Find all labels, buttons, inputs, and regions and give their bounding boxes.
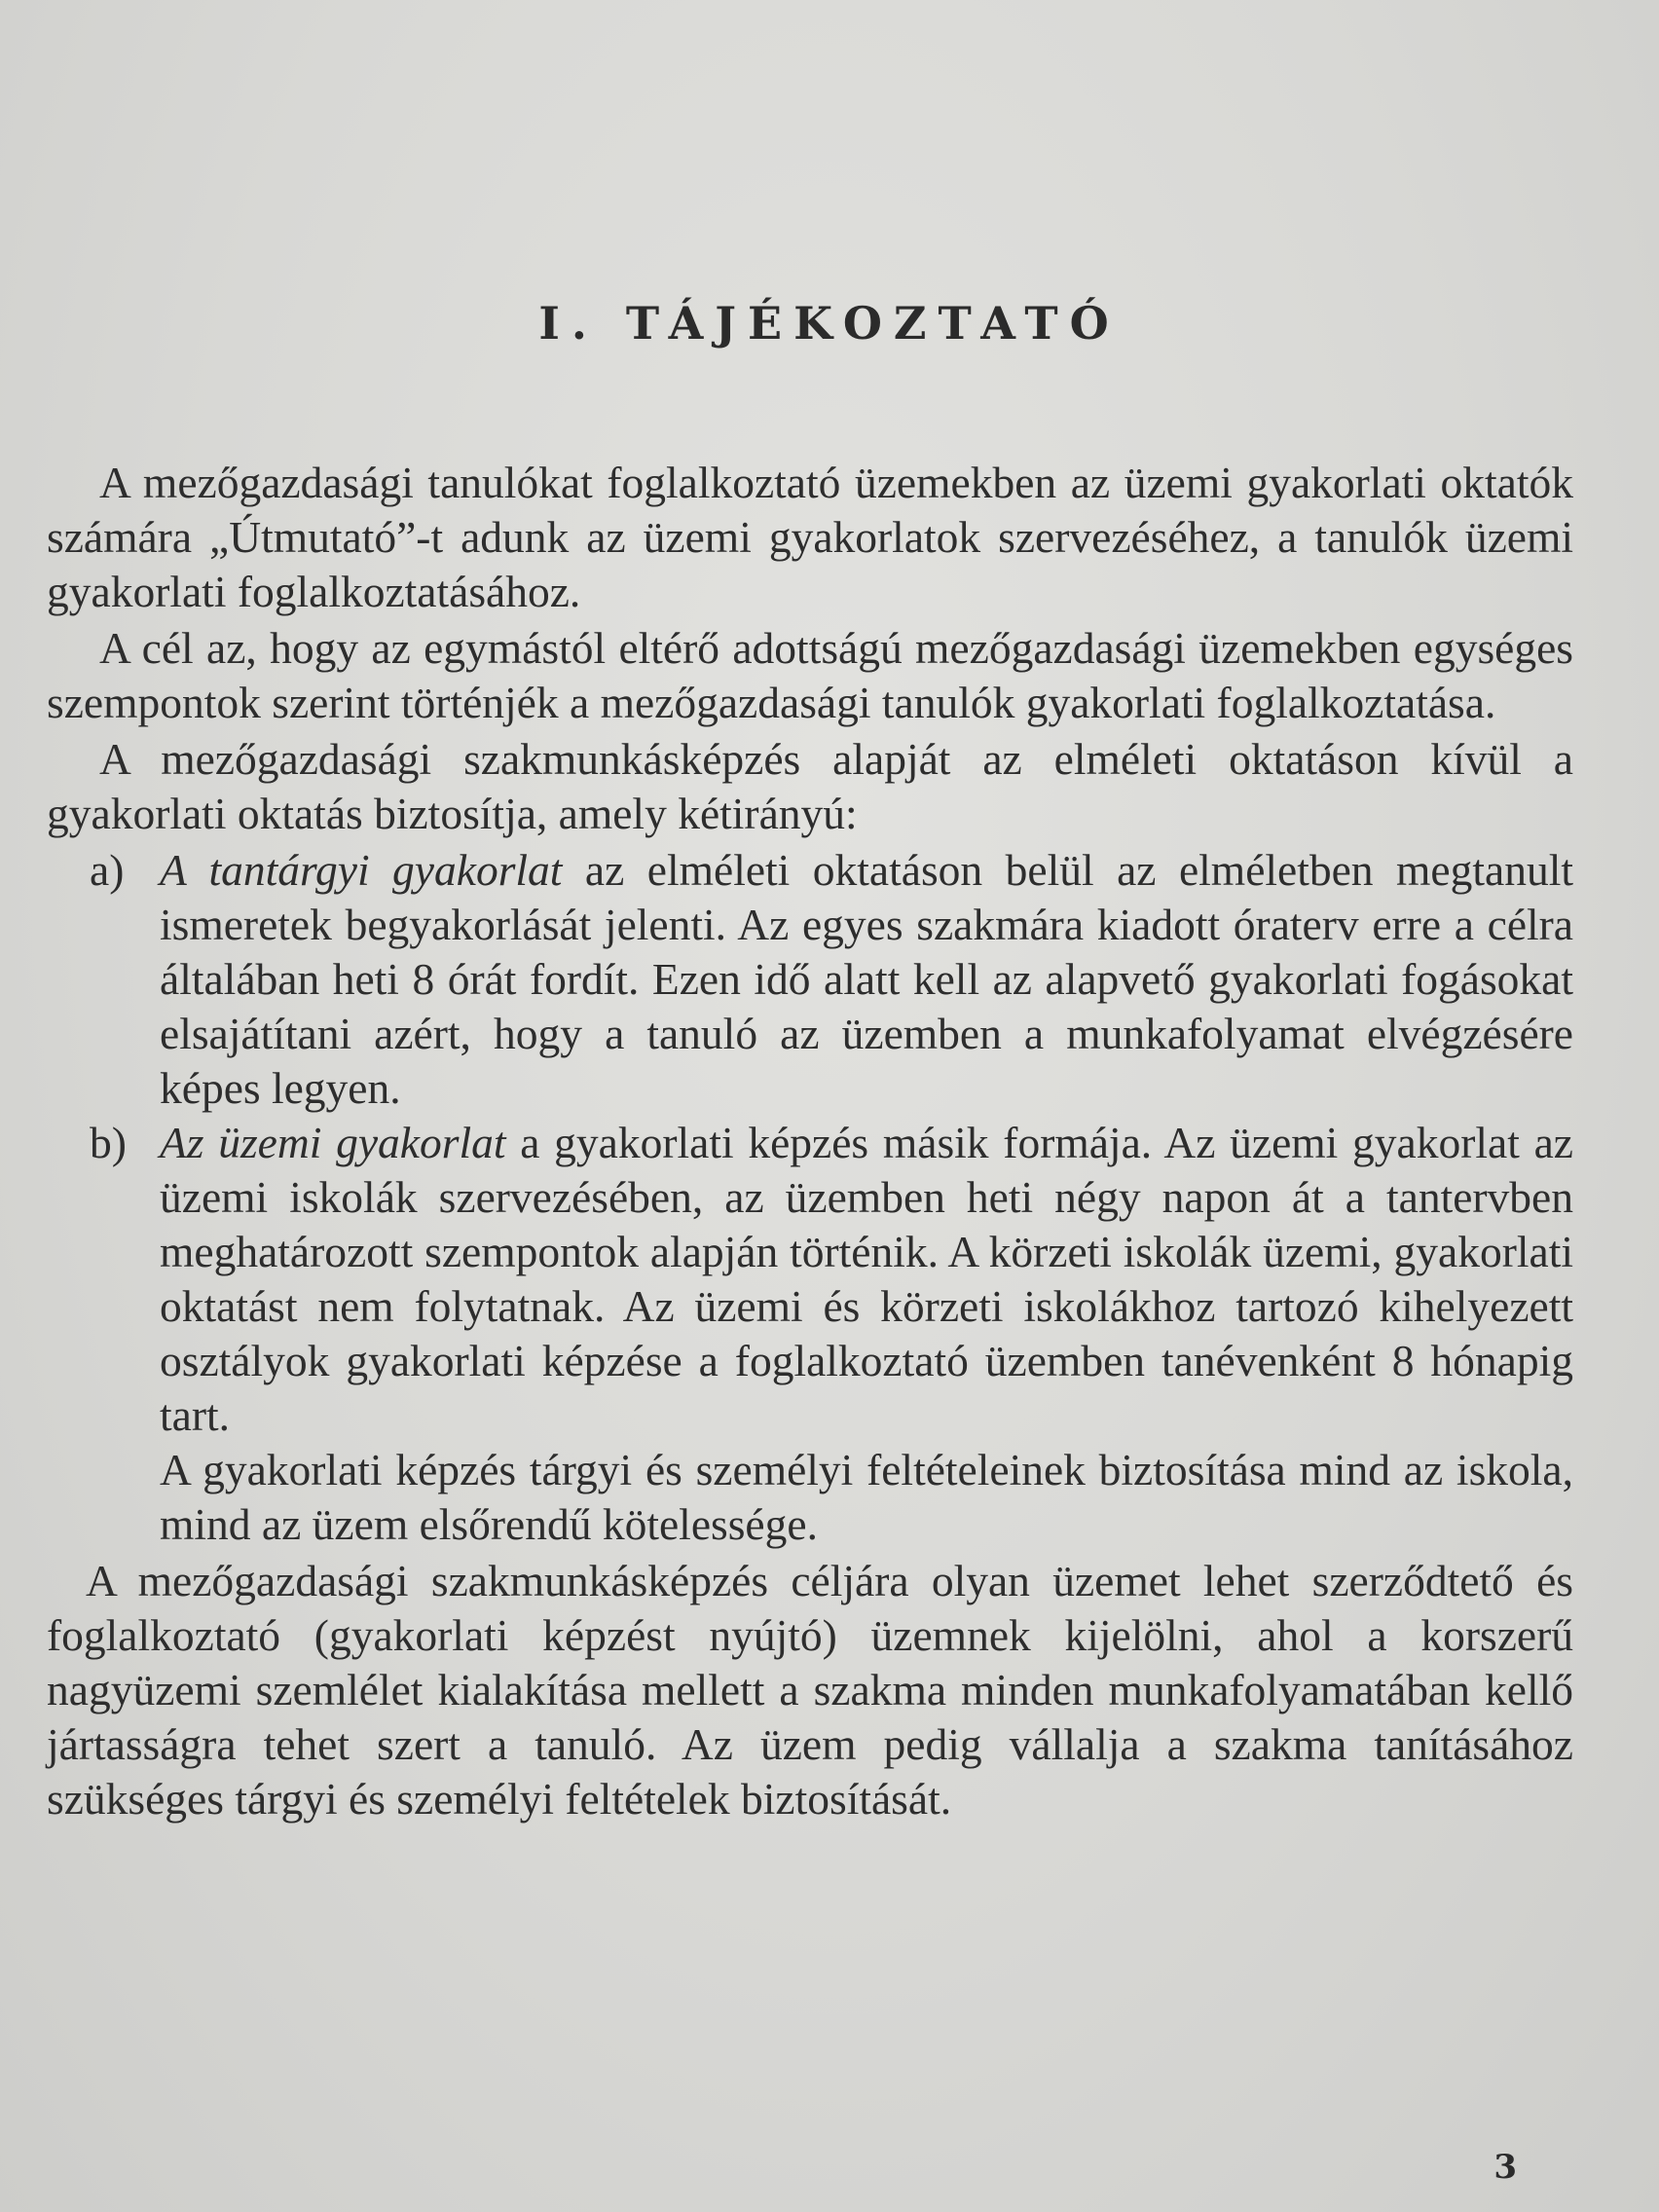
body-text xyxy=(47,456,1573,1828)
list-item-a xyxy=(47,843,1573,1116)
list-marker: a) xyxy=(90,845,125,895)
paragraph-basis: A mezőgazdasági szakmunkásképzés alapját az elméleti oktatáson kívül a gyakorlati oktatás biztosítja, amely kétirányú: xyxy=(47,734,1573,838)
page-number: 3 xyxy=(1493,2148,1517,2187)
chapter-title: I. TÁJÉKOZTATÓ xyxy=(538,297,1121,350)
paragraph-closing: A mezőgazdasági szakmunkásképzés céljára olyan üzemet lehet szerződtető és foglalkoztató (gyakorlati képzést nyújtó) üzemnek kijelölni, ahol a korszerű nagyüzemi szemlélet kialakítása mellett a szakma minden munkafolyamatában kellő jártasságra tehet szert a tanuló. Az üzem pedig vállalja a szakma tanításához szükséges tárgyi és személyi feltételek biztosítását. xyxy=(47,1556,1573,1824)
paragraph-conditions-text: A gyakorlati képzés tárgyi és személyi feltételeinek biztosítása mind az iskola, mind az üzem elsőrendű kötelessége. xyxy=(160,1445,1573,1549)
list-item-text: a gyakorlati képzés másik formája. Az üzemi gyakorlat az üzemi iskolák szervezésében, az üzemben heti négy napon át a tantervben meghatározott szempontok alapján történik. A körzeti iskolák üzemi, gyakorlati oktatást nem folytatnak. Az üzemi és körzeti iskolákhoz tartozó kihelyezett osztályok gyakorlati képzése a foglalkoztató üzemben tanévenként 8 hónapig tart. xyxy=(160,1118,1573,1440)
list-item-emphasis: A tantárgyi gyakorlat xyxy=(160,845,563,895)
list-item-text: az elméleti oktatáson belül az elméletben megtanult ismeretek begyakorlását jelenti. Az egyes szakmára kiadott óraterv erre a célra általában heti 8 órát fordít. Ezen idő alatt kell az alapvető gyakorlati fogásokat elsajátítani azért, hogy a tanuló az üzemben a munkafolyamat elvégzésére képes legyen. xyxy=(160,845,1573,1113)
paragraph-intro: A mezőgazdasági tanulókat foglalkoztató üzemekben az üzemi gyakorlati oktatók számára „Útmutató”-t adunk az üzemi gyakorlatok szervezéséhez, a tanulók üzemi gyakorlati foglalkoztatásához. xyxy=(47,458,1573,616)
paragraph-goal: A cél az, hogy az egymástól eltérő adottságú mezőgazdasági üzemekben egységes szempontok szerint történjék a mezőgazdasági tanulók gyakorlati foglalkoztatása. xyxy=(47,623,1573,727)
list-item-b xyxy=(47,1116,1573,1443)
list-marker: b) xyxy=(90,1118,127,1167)
paragraph-conditions xyxy=(47,1443,1573,1552)
list-item-emphasis: Az üzemi gyakorlat xyxy=(160,1118,506,1167)
